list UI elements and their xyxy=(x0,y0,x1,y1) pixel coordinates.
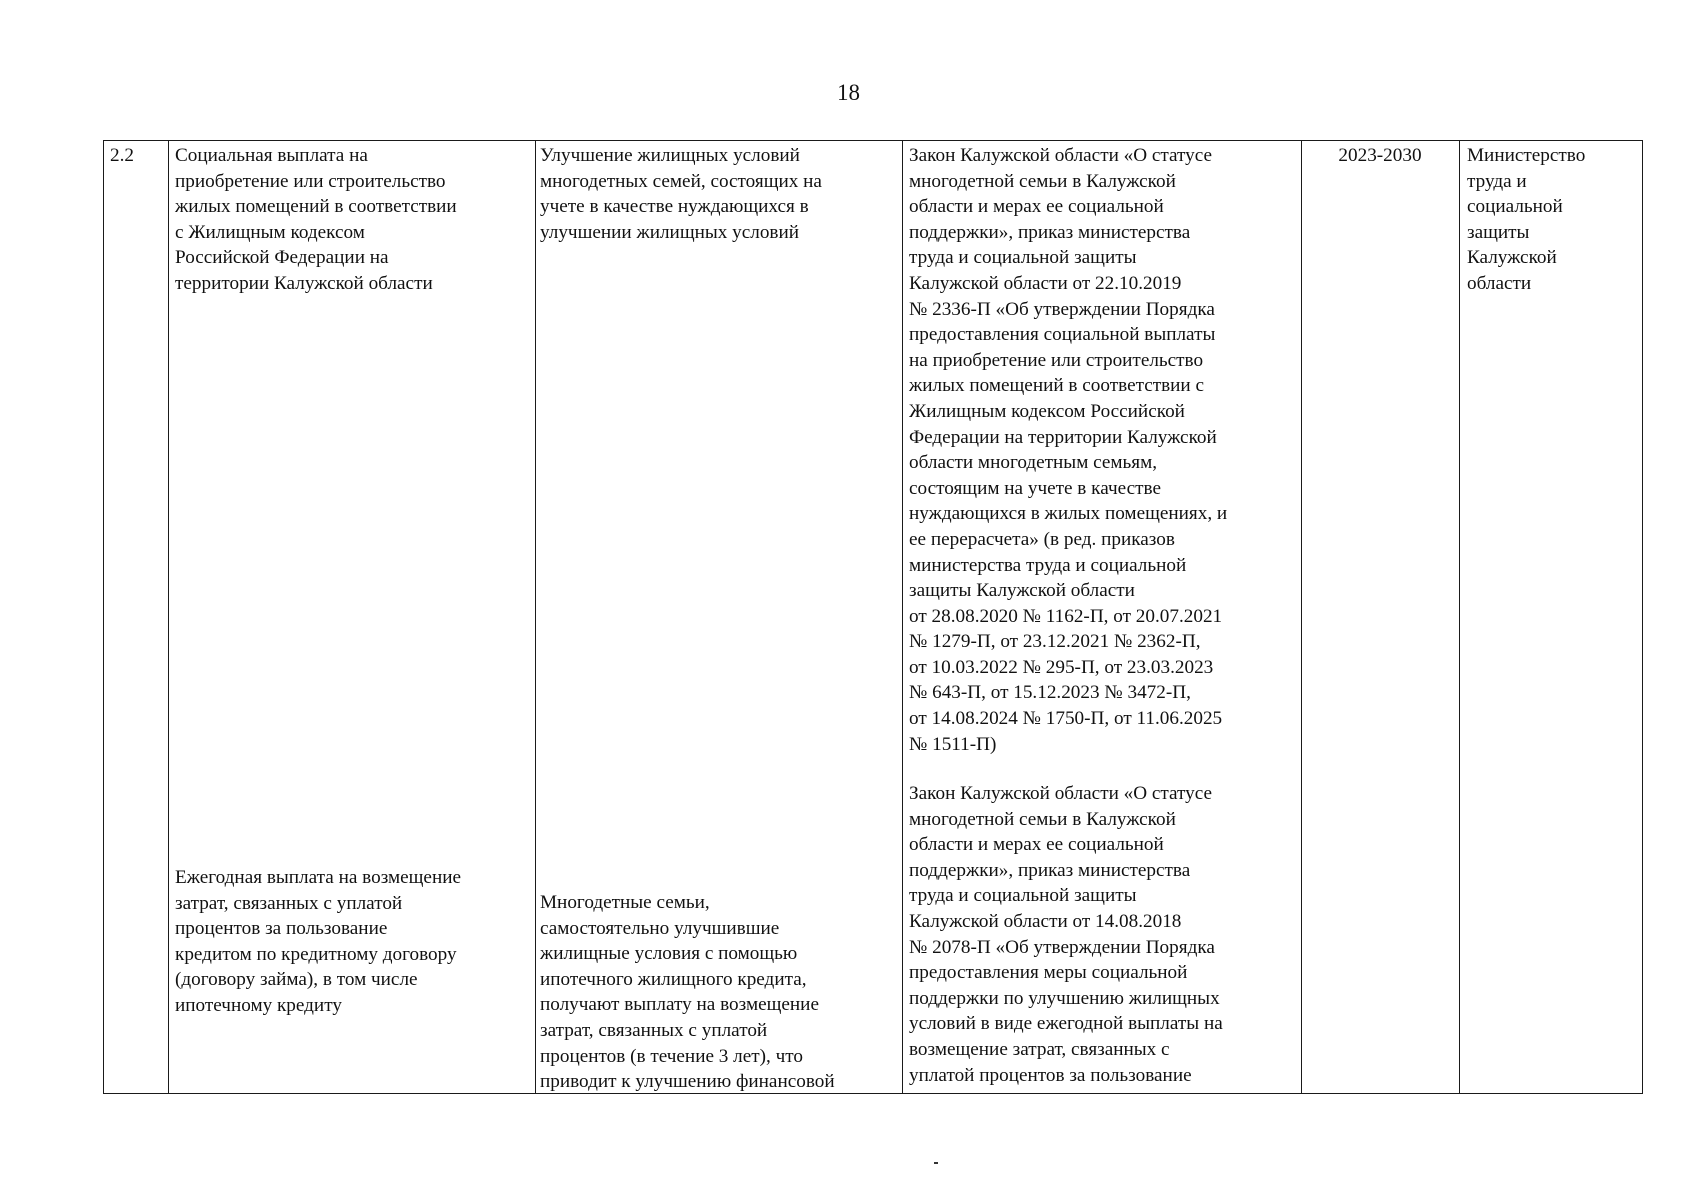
text-line: Улучшение жилищных условий xyxy=(540,145,800,166)
text-line: приобретение или строительство xyxy=(175,170,446,192)
text-line: ее перерасчета» (в ред. приказов xyxy=(909,528,1175,550)
text-line: процентов (в течение 3 лет), что xyxy=(540,1045,804,1067)
text-line: улучшении жилищных условий xyxy=(540,221,800,243)
text-line: № 643-П, от 15.12.2023 № 3472-П, xyxy=(909,682,1191,704)
result-2 xyxy=(540,890,835,1095)
text-line: Калужской области от 14.08.2018 xyxy=(909,910,1182,932)
text-line: территории Калужской области xyxy=(175,272,433,294)
text-line: самостоятельно улучшившие xyxy=(540,917,780,939)
text-line: условий в виде ежегодной выплаты на xyxy=(909,1013,1223,1035)
text-line: ипотечного жилищного кредита, xyxy=(540,968,807,990)
text-line: Калужской области от 22.10.2019 xyxy=(909,272,1182,294)
text-line: кредитом по кредитному договору xyxy=(175,943,457,965)
text-line: Министерство xyxy=(1467,145,1586,166)
text-line: Многодетные семьи, xyxy=(540,892,710,913)
text-line: учете в качестве нуждающихся в xyxy=(540,196,809,218)
period: 2023-2030 xyxy=(1338,145,1422,166)
column-divider xyxy=(1459,141,1460,1093)
text-line: № 2078-П «Об утверждении Порядка xyxy=(909,936,1215,958)
text-line: ипотечному кредиту xyxy=(175,994,342,1016)
text-line: затрат, связанных с уплатой xyxy=(540,1019,768,1041)
column-divider xyxy=(168,141,169,1093)
text-line: уплатой процентов за пользование xyxy=(909,1064,1192,1086)
text-line: Ежегодная выплата на возмещение xyxy=(175,867,462,888)
text-line: предоставления меры социальной xyxy=(909,962,1188,984)
text-line: области многодетным семьям, xyxy=(909,452,1158,474)
text-line: состоящим на учете в качестве xyxy=(909,477,1161,499)
scan-artifact xyxy=(934,1162,938,1164)
text-line: Закон Калужской области «О статусе xyxy=(909,145,1213,166)
text-line: с Жилищным кодексом xyxy=(175,221,365,243)
text-line: поддержки по улучшению жилищных xyxy=(909,987,1220,1009)
text-line: поддержки», приказ министерства xyxy=(909,859,1191,881)
text-line: нуждающихся в жилых помещениях, и xyxy=(909,503,1228,525)
text-line: министерства труда и социальной xyxy=(909,554,1187,576)
text-line: № 1279-П, от 23.12.2021 № 2362-П, xyxy=(909,631,1201,653)
text-line: от 28.08.2020 № 1162-П, от 20.07.2021 xyxy=(909,605,1223,627)
text-line: жилищные условия с помощью xyxy=(540,943,798,965)
text-line: предоставления социальной выплаты xyxy=(909,324,1216,346)
text-line: № 2336-П «Об утверждении Порядка xyxy=(909,298,1215,320)
text-line: Российской Федерации на xyxy=(175,247,389,269)
text-line: Федерации на территории Калужской xyxy=(909,426,1217,448)
text-line: Закон Калужской области «О статусе xyxy=(909,783,1213,804)
column-divider xyxy=(902,141,903,1093)
column-divider xyxy=(535,141,536,1093)
text-line: от 10.03.2022 № 295-П, от 23.03.2023 xyxy=(909,656,1214,678)
text-line: № 1511-П) xyxy=(909,733,997,755)
text-line: многодетной семьи в Калужской xyxy=(909,170,1176,192)
column-divider xyxy=(1301,141,1302,1093)
text-line: Социальная выплата на xyxy=(175,145,368,166)
text-line: области xyxy=(1467,272,1532,294)
text-line: на приобретение или строительство xyxy=(909,349,1204,371)
measures-table xyxy=(103,140,1643,1094)
legal-basis-2 xyxy=(909,781,1223,1088)
text-line: возмещение затрат, связанных с xyxy=(909,1038,1170,1060)
legal-basis-1 xyxy=(909,143,1227,757)
text-line: затрат, связанных с уплатой xyxy=(175,892,403,914)
text-line: многодетной семьи в Калужской xyxy=(909,808,1176,830)
row-number: 2.2 xyxy=(110,145,134,166)
text-line: защиты Калужской области xyxy=(909,580,1135,602)
text-line: многодетных семей, состоящих на xyxy=(540,170,822,192)
text-line: жилых помещений в соответствии xyxy=(175,196,457,218)
text-line: труда и социальной защиты xyxy=(909,885,1137,907)
page-number: 18 xyxy=(837,80,860,105)
text-line: процентов за пользование xyxy=(175,918,388,940)
text-line: социальной xyxy=(1467,196,1563,218)
text-line: жилых помещений в соответствии с xyxy=(909,375,1205,397)
text-line: труда и социальной защиты xyxy=(909,247,1137,269)
text-line: области и мерах ее социальной xyxy=(909,196,1164,218)
measure-1 xyxy=(175,143,457,297)
text-line: (договору займа), в том числе xyxy=(175,969,418,991)
text-line: труда и xyxy=(1467,170,1527,192)
text-line: Калужской xyxy=(1467,247,1557,269)
result-1 xyxy=(540,143,822,245)
text-line: защиты xyxy=(1467,221,1530,243)
text-line: получают выплату на возмещение xyxy=(540,994,819,1016)
text-line: области и мерах ее социальной xyxy=(909,834,1164,856)
measure-2 xyxy=(175,865,461,1019)
text-line: приводит к улучшению финансовой xyxy=(540,1071,835,1093)
responsible-body xyxy=(1467,143,1585,297)
text-line: от 14.08.2024 № 1750-П, от 11.06.2025 xyxy=(909,708,1223,730)
text-line: поддержки», приказ министерства xyxy=(909,221,1191,243)
text-line: Жилищным кодексом Российской xyxy=(909,400,1185,422)
